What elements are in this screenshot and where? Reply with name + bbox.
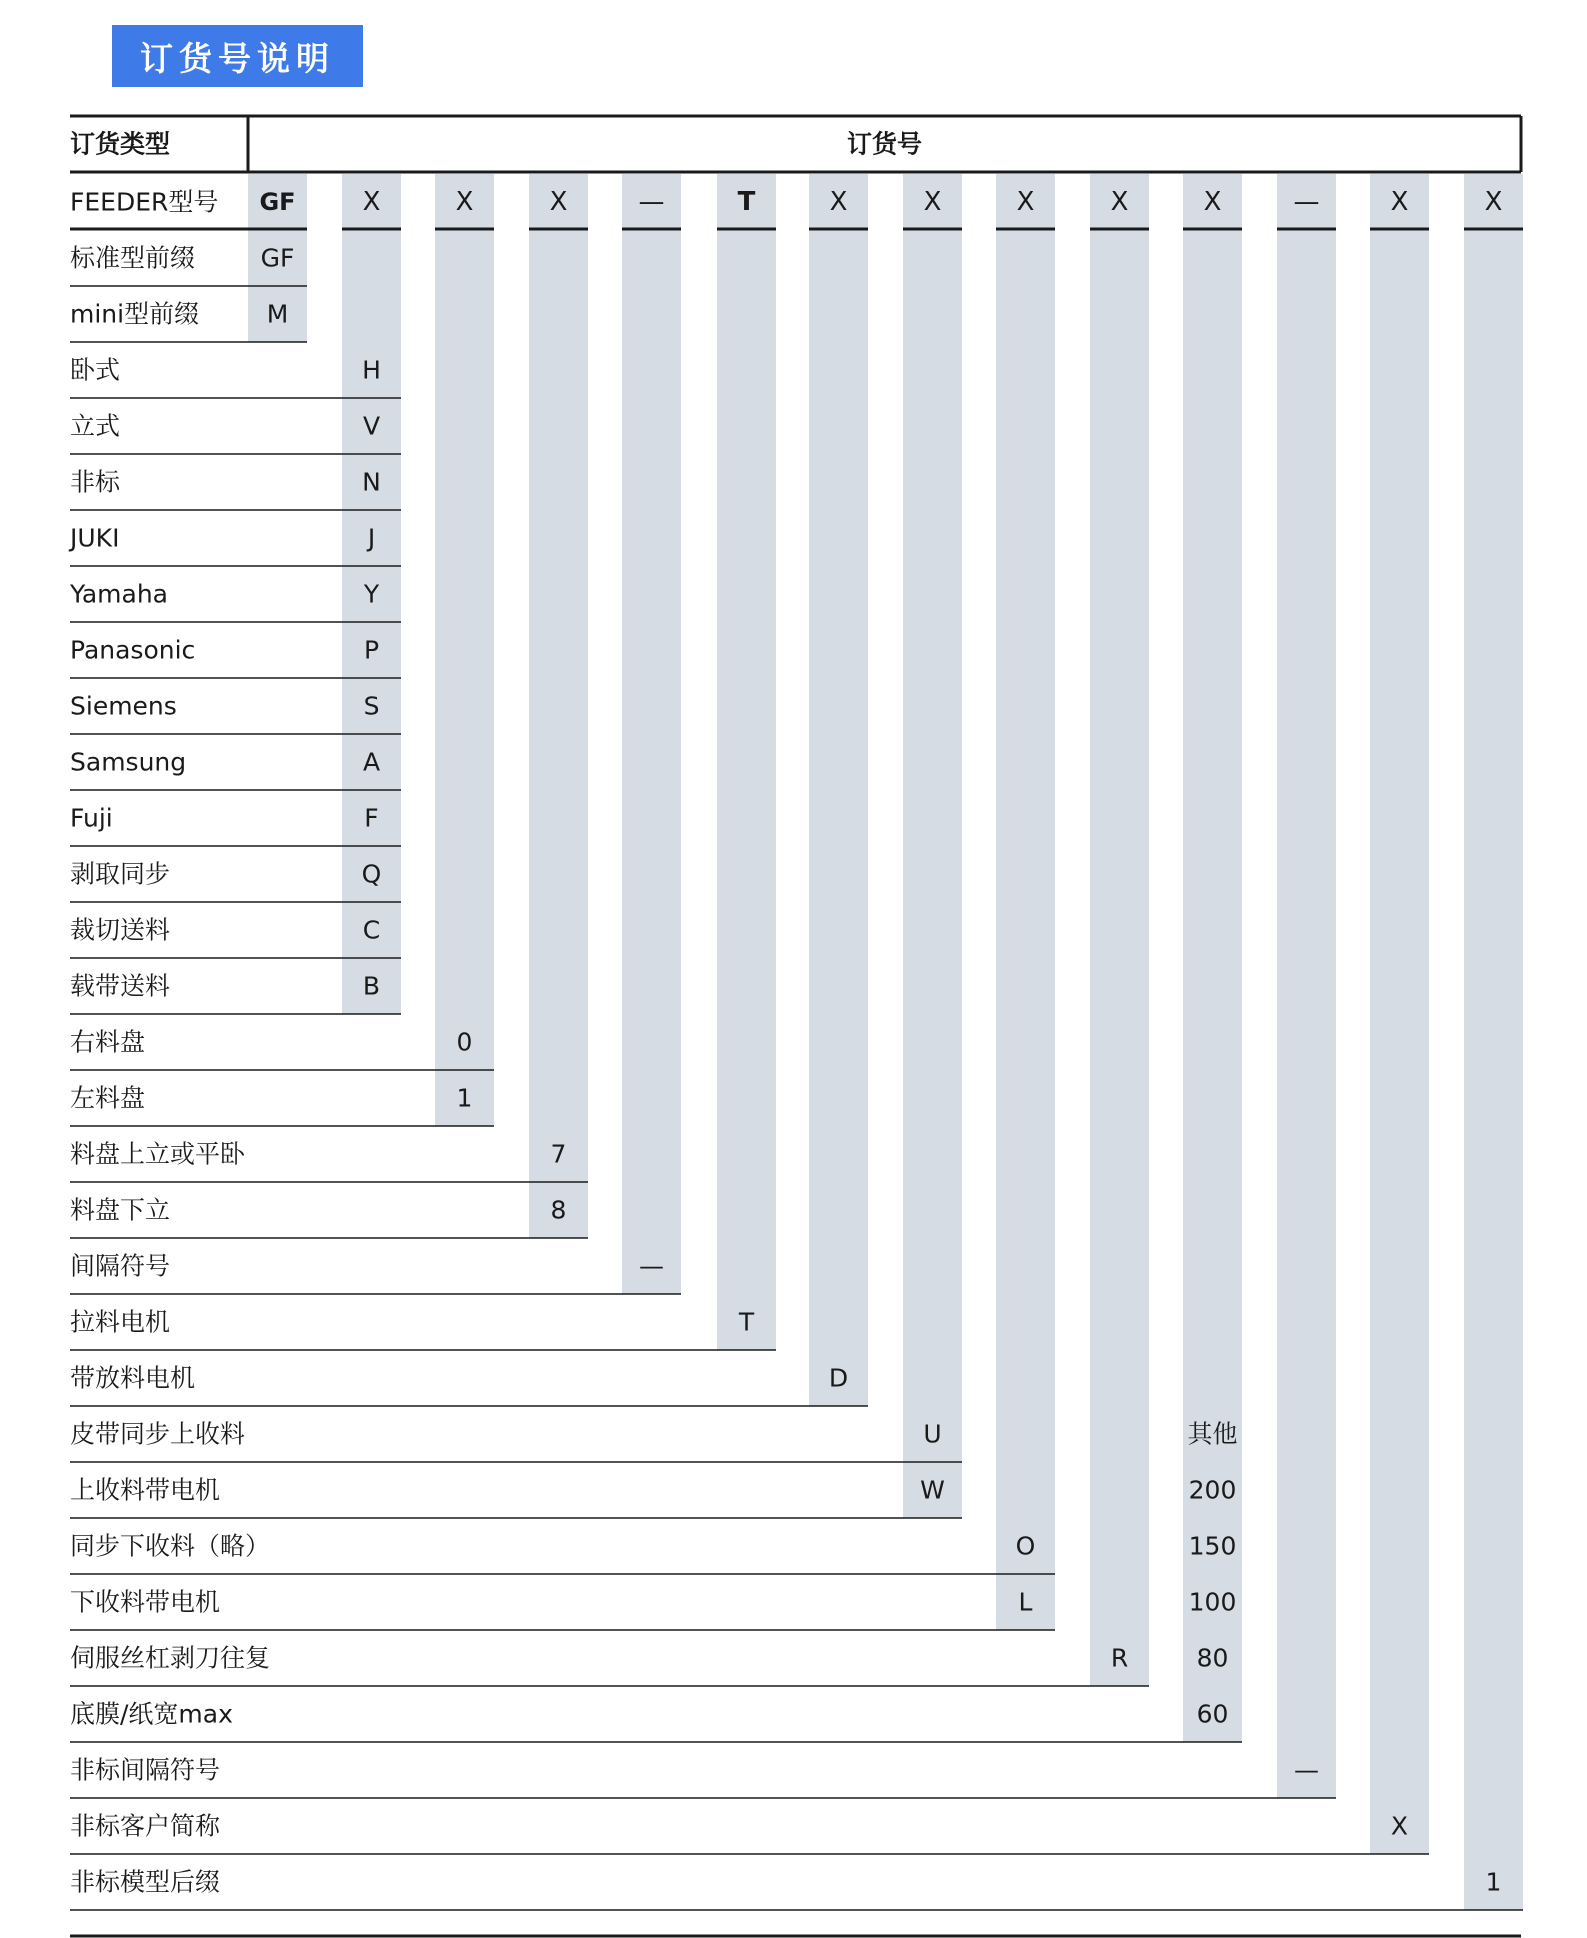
row-code: L: [1018, 1587, 1033, 1617]
column-code: X: [455, 187, 474, 217]
row-label: 间隔符号: [70, 1251, 171, 1281]
column-code: —: [1293, 187, 1320, 217]
row-code: F: [364, 803, 379, 833]
row-code: 1: [456, 1083, 473, 1113]
column-band: [996, 174, 1055, 1630]
row-label: 伺服丝杠剥刀往复: [70, 1643, 271, 1673]
column-band: [717, 174, 776, 1350]
column-band: [529, 174, 588, 1238]
row-label: 拉料电机: [70, 1307, 171, 1337]
row-code-extra: 150: [1188, 1531, 1237, 1561]
row-code: 60: [1196, 1699, 1229, 1729]
column-code: X: [1484, 187, 1503, 217]
row-code: D: [828, 1363, 849, 1393]
column-band: [1183, 174, 1242, 1742]
column-band: [1090, 174, 1149, 1686]
row-code-extra: 其他: [1187, 1419, 1238, 1449]
row-label: 非标间隔符号: [70, 1755, 221, 1785]
row-label: 底膜/纸宽max: [70, 1699, 233, 1729]
row-label: Panasonic: [70, 635, 196, 665]
column-code: T: [737, 187, 756, 217]
row-label: Fuji: [70, 803, 113, 833]
row-code: 8: [550, 1195, 567, 1225]
row-code: R: [1110, 1643, 1129, 1673]
row-label: 卧式: [70, 355, 121, 385]
row-code: C: [362, 915, 381, 945]
header-type-label: 订货类型: [70, 129, 171, 159]
row-code: M: [266, 299, 289, 329]
row-code: A: [362, 747, 381, 777]
row-code: P: [363, 635, 380, 665]
column-code: X: [1016, 187, 1035, 217]
column-band: [622, 174, 681, 1294]
column-band: [1464, 174, 1523, 1910]
row-label: 非标模型后缀: [70, 1867, 221, 1897]
column-band: [809, 174, 868, 1406]
row-label: 皮带同步上收料: [70, 1419, 246, 1449]
row-code: —: [1294, 1755, 1319, 1785]
row-label: Samsung: [70, 747, 187, 777]
column-code: X: [1110, 187, 1129, 217]
row-label: 带放料电机: [70, 1363, 196, 1393]
row-label: 左料盘: [70, 1083, 146, 1113]
column-code: X: [362, 187, 381, 217]
column-band: [435, 174, 494, 1126]
row-code: T: [738, 1307, 755, 1337]
column-code: X: [829, 187, 848, 217]
row-label: 右料盘: [70, 1027, 146, 1057]
row-code: U: [923, 1419, 942, 1449]
row-label: Yamaha: [70, 579, 168, 609]
row-label: 标准型前缀: [70, 243, 196, 273]
row-code: S: [363, 691, 380, 721]
column-band: [903, 174, 962, 1518]
row-code-extra: 100: [1188, 1587, 1237, 1617]
feeder-model-label: FEEDER型号: [70, 187, 219, 217]
row-label: 非标客户简称: [70, 1811, 221, 1841]
row-label: Siemens: [70, 691, 177, 721]
row-code-extra: 80: [1196, 1643, 1229, 1673]
row-code: 1: [1485, 1867, 1502, 1897]
row-label: 剥取同步: [70, 859, 171, 889]
row-label: 同步下收料（略）: [70, 1531, 271, 1561]
row-code: O: [1015, 1531, 1036, 1561]
row-label: 非标: [70, 467, 121, 497]
row-code: 0: [456, 1027, 473, 1057]
row-code: GF: [260, 243, 295, 273]
row-label: 料盘下立: [70, 1195, 171, 1225]
row-label: 上收料带电机: [70, 1475, 221, 1505]
column-code: X: [923, 187, 942, 217]
column-code: —: [638, 187, 665, 217]
row-label: 载带送料: [70, 971, 171, 1001]
column-band: [1277, 174, 1336, 1798]
row-code: X: [1390, 1811, 1409, 1841]
column-code: GF: [259, 188, 296, 216]
row-label: JUKI: [70, 523, 120, 553]
row-code: Y: [363, 579, 380, 609]
row-code: B: [362, 971, 381, 1001]
row-label: 裁切送料: [70, 915, 171, 945]
column-band: [1370, 174, 1429, 1854]
row-code: 7: [550, 1139, 567, 1169]
row-code: J: [367, 523, 376, 553]
row-code: H: [362, 355, 381, 385]
row-code: W: [920, 1475, 945, 1505]
row-label: 立式: [70, 411, 121, 441]
row-code: —: [639, 1251, 664, 1281]
row-label: 料盘上立或平卧: [70, 1139, 246, 1169]
row-label: mini型前缀: [70, 299, 200, 329]
row-code-extra: 200: [1188, 1475, 1237, 1505]
row-code: N: [362, 467, 381, 497]
page-title: 订货号说明: [112, 25, 363, 87]
column-code: X: [1203, 187, 1222, 217]
row-label: 下收料带电机: [70, 1587, 221, 1617]
header-number-label: 订货号: [846, 129, 923, 159]
column-code: X: [1390, 187, 1409, 217]
row-code: V: [362, 411, 381, 441]
column-code: X: [549, 187, 568, 217]
row-code: Q: [361, 859, 382, 889]
